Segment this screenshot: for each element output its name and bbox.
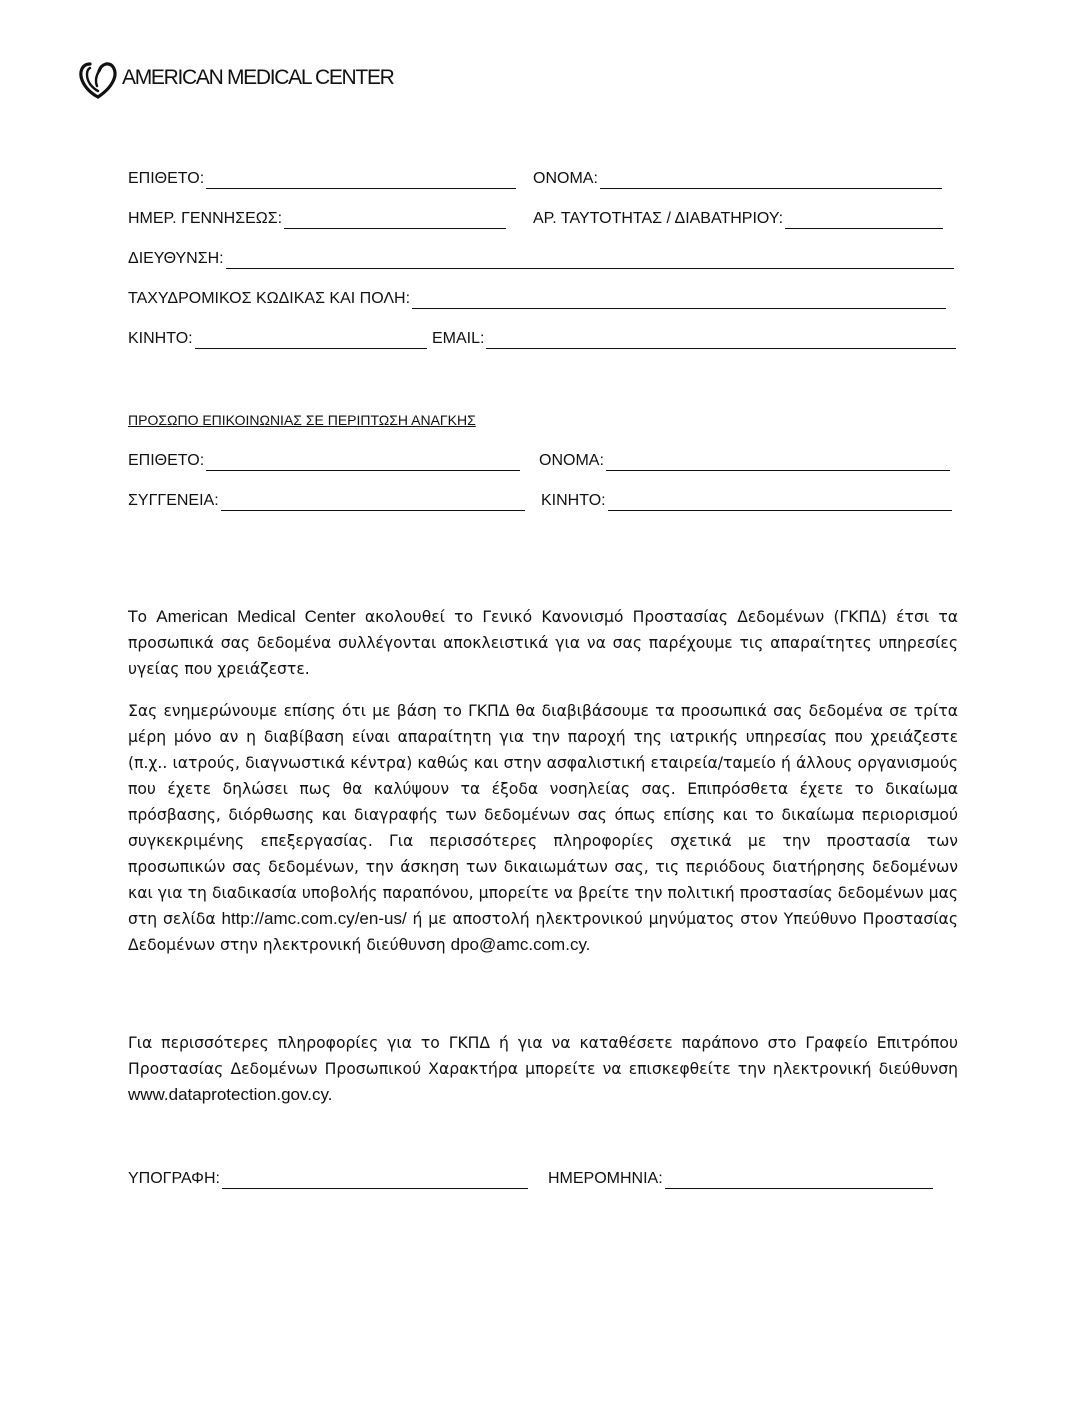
emergency-relation-field[interactable] — [221, 492, 525, 511]
id-label: ΑΡ. ΤΑΥΤΟΤΗΤΑΣ / ΔΙΑΒΑΤΗΡΙΟΥ: — [533, 210, 784, 227]
signature-label: ΥΠΟΓΡΑΦΗ: — [128, 1170, 220, 1187]
date-label: ΗΜΕΡΟΜΗΝΙΑ: — [548, 1170, 663, 1187]
postal-row — [128, 290, 946, 309]
dob-field[interactable] — [284, 210, 506, 229]
emergency-mobile-label: ΚΙΝΗΤΟ: — [541, 492, 606, 509]
emergency-section-title: ΠΡΟΣΩΠΟ ΕΠΙΚΟΙΝΩΝΙΑΣ ΣΕ ΠΕΡΙΠΤΩΣΗ ΑΝΑΓΚΗΣ — [128, 412, 476, 428]
postal-label: ΤΑΧΥΔΡΟΜΙΚΟΣ ΚΩΔΙΚΑΣ ΚΑΙ ΠΟΛΗ: — [128, 290, 411, 307]
gdpr-p3-text-a: Για περισσότερες πληροφορίες για το ΓΚΠΔ ή για να καταθέσετε παράπονο στο Γραφείο Επιτρόπου Προστασίας Δεδομένων Προσωπικού Χαρακτήρα μπορείτε να επισκεφθείτε την ηλεκτρονική διεύθυνση — [128, 1034, 958, 1078]
gdpr-paragraph-2 — [128, 698, 958, 958]
gdpr-p1-text-a: Το — [128, 608, 157, 626]
dataprotection-url-link[interactable]: www.dataprotection.gov.cy. — [128, 1085, 333, 1104]
id-field[interactable] — [785, 210, 943, 229]
name-label: ΟΝΟΜΑ: — [533, 170, 598, 187]
gdpr-p1-brand: American Medical Center — [156, 607, 356, 626]
brand-name: AMERICAN MEDICAL CENTER — [122, 66, 394, 89]
dob-row — [128, 210, 506, 229]
gdpr-p2-text-b: ή με αποστολή ηλεκτρονικού μηνύματος στον Υπεύθυνο Προστασίας Δεδομένων στην ηλεκτρονική διεύθυνση — [128, 910, 958, 954]
emergency-name-label: ΟΝΟΜΑ: — [539, 452, 604, 469]
emergency-name-row — [539, 452, 950, 471]
policy-url-link[interactable]: http://amc.com.cy/en-us/ — [221, 909, 407, 928]
date-field[interactable] — [665, 1170, 933, 1189]
address-row — [128, 250, 954, 269]
mobile-label: ΚΙΝΗΤΟ: — [128, 330, 193, 347]
id-row — [533, 210, 943, 229]
dob-label: ΗΜΕΡ. ΓΕΝΝΗΣΕΩΣ: — [128, 210, 283, 227]
emergency-relation-label: ΣΥΓΓΕΝΕΙΑ: — [128, 492, 219, 509]
mobile-field[interactable] — [195, 330, 427, 349]
emergency-surname-row — [128, 452, 520, 471]
emergency-surname-field[interactable] — [206, 452, 520, 471]
email-label: EMAIL: — [432, 330, 485, 347]
gdpr-paragraph-3 — [128, 1030, 958, 1108]
brand-header — [76, 55, 394, 101]
amc-heart-logo-icon — [76, 56, 120, 100]
emergency-name-field[interactable] — [606, 452, 950, 471]
gdpr-paragraph-1 — [128, 604, 958, 682]
emergency-relation-row — [128, 492, 525, 511]
mobile-row — [128, 330, 427, 349]
emergency-mobile-field[interactable] — [608, 492, 952, 511]
signature-field[interactable] — [222, 1170, 528, 1189]
email-row — [432, 330, 956, 349]
date-row — [548, 1170, 933, 1189]
address-label: ΔΙΕΥΘΥΝΣΗ: — [128, 250, 224, 267]
gdpr-p1-text-b: ακολουθεί το Γενικό Κανονισμό Προστασίας Δεδομένων (ΓΚΠΔ) έτσι τα προσωπικά σας δεδομένα συλλέγονται αποκλειστικά για να σας παρέχουμε τις απαραίτητες υπηρεσίες υγείας που χρειάζεστε. — [128, 608, 958, 678]
gdpr-p2-text-a: Σας ενημερώνουμε επίσης ότι με βάση το ΓΚΠΔ θα διαβιβάσουμε τα προσωπικά σας δεδομένα σε τρίτα μέρη μόνο αν η διαβίβαση είναι απαραίτητη για την παροχή της ιατρικής υπηρεσίας που χρειάζεστε (π.χ.. ιατρούς, διαγνωστικά κέντρα) καθώς και στην ασφαλιστική εταιρεία/ταμείο ή άλλους οργανισμούς που έχετε δηλώσει πως θα καλύψουν τα έξοδα νοσηλείας σας. Επιπρόσθετα έχετε το δικαίωμα πρόσβασης, διόρθωσης και διαγραφής των δεδομένων σας όπως επίσης και το δικαίωμα περιορισμού συγκεκριμένης επεξεργασίας. Για περισσότερες πληροφορίες σχετικά με την προστασία των προσωπικών σας δεδομένων, την άσκηση των δικαιωμάτων σας, τις περιόδους διατήρησης δεδομένων και για τη διαδικασία υποβολής παραπόνου, μπορείτε να βρείτε την πολιτική προστασίας δεδομένων μας στη σελίδα — [128, 702, 958, 928]
postal-field[interactable] — [412, 290, 946, 309]
surname-field[interactable] — [206, 170, 516, 189]
name-field[interactable] — [600, 170, 942, 189]
surname-label: ΕΠΙΘΕΤΟ: — [128, 170, 205, 187]
signature-row — [128, 1170, 528, 1189]
email-field[interactable] — [486, 330, 956, 349]
name-row — [533, 170, 942, 189]
dpo-email-link[interactable]: dpo@amc.com.cy. — [450, 935, 591, 954]
emergency-surname-label: ΕΠΙΘΕΤΟ: — [128, 452, 205, 469]
emergency-mobile-row — [541, 492, 952, 511]
surname-row — [128, 170, 516, 189]
address-field[interactable] — [226, 250, 954, 269]
